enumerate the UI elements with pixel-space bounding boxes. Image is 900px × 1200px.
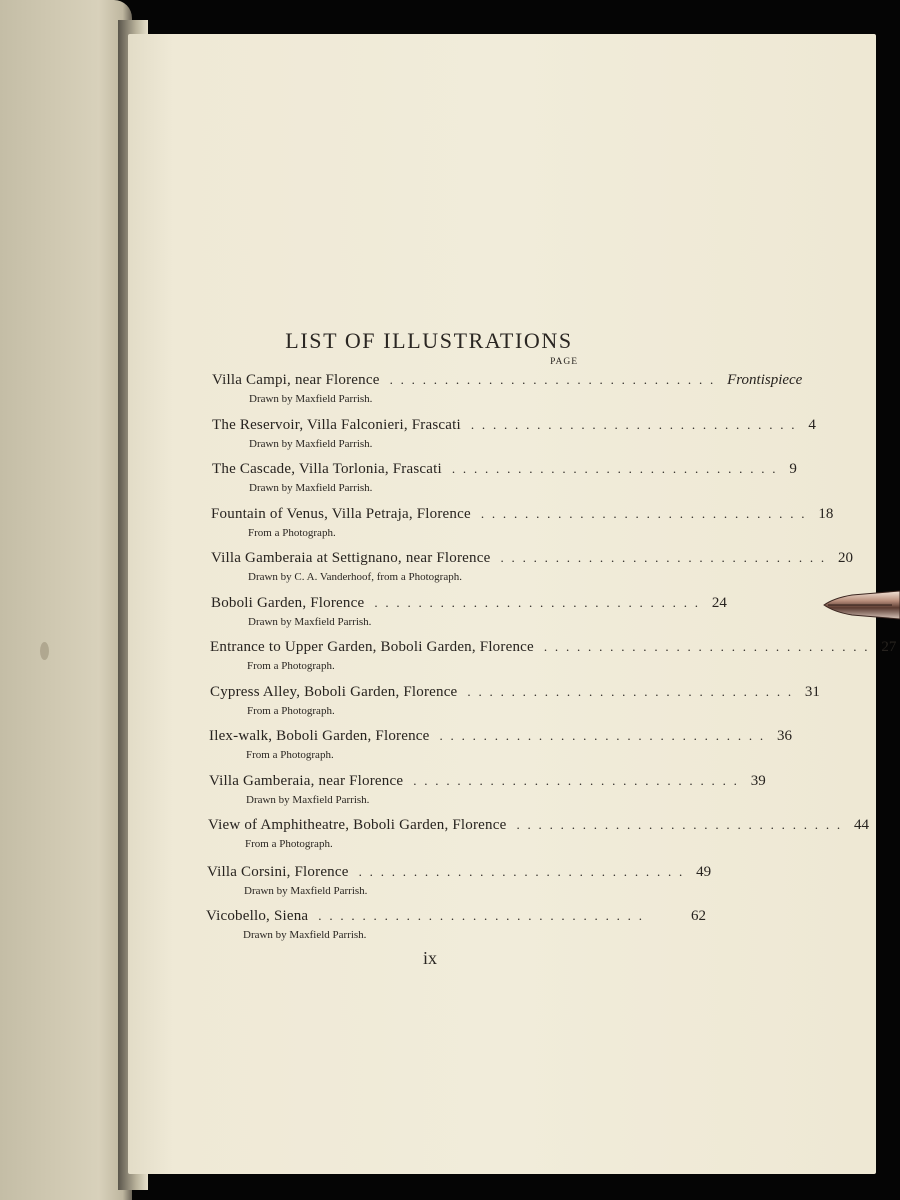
entry-page: 9 — [789, 461, 797, 477]
entry-credit: From a Photograph. — [248, 527, 336, 539]
entry-page: 49 — [696, 864, 712, 880]
entry-title: Ilex-walk, Boboli Garden, Florence — [209, 728, 430, 744]
entry-credit: From a Photograph. — [247, 660, 335, 672]
entry-title: Villa Gamberaia, near Florence — [209, 773, 404, 789]
list-item — [212, 461, 797, 505]
page-column-header: PAGE — [550, 357, 578, 367]
entry-title: Fountain of Venus, Villa Petraja, Florence — [211, 506, 471, 522]
list-item — [208, 817, 869, 861]
page-number: ix — [422, 948, 437, 968]
dot-leader: .............................. — [500, 550, 832, 565]
entry-title: Villa Corsini, Florence — [207, 864, 349, 880]
list-item — [209, 773, 766, 817]
entry-credit: From a Photograph. — [245, 838, 333, 850]
entry-title: Boboli Garden, Florence — [211, 595, 365, 611]
entry-page: 24 — [711, 595, 727, 611]
entry-page: 4 — [808, 417, 816, 433]
pen-tip-icon — [822, 585, 900, 625]
entry-title: View of Amphitheatre, Boboli Garden, Florence — [208, 817, 507, 833]
entry-credit: Drawn by C. A. Vanderhoof, from a Photograph. — [248, 571, 462, 583]
dot-leader: .............................. — [358, 864, 691, 879]
list-item — [212, 372, 803, 416]
entry-credit: From a Photograph. — [247, 705, 335, 717]
entry-title: Cypress Alley, Boboli Garden, Florence — [210, 684, 458, 700]
entry-title: Villa Gamberaia at Settignano, near Florence — [211, 550, 491, 566]
dot-leader: .............................. — [413, 773, 745, 788]
entry-credit: Drawn by Maxfield Parrish. — [249, 438, 373, 450]
entry-credit: Drawn by Maxfield Parrish. — [249, 482, 373, 494]
dot-leader: .............................. — [516, 817, 848, 832]
entry-title: The Reservoir, Villa Falconieri, Frascati — [212, 417, 461, 433]
list-item — [206, 908, 706, 952]
entry-page: 39 — [750, 773, 766, 789]
dot-leader: .............................. — [470, 417, 803, 432]
entry-page: 36 — [776, 728, 792, 744]
entry-credit: Drawn by Maxfield Parrish. — [249, 393, 373, 405]
page-stain — [40, 642, 49, 660]
list-item — [211, 595, 727, 639]
dot-leader: .............................. — [318, 908, 650, 923]
dot-leader: .............................. — [389, 372, 722, 387]
dot-leader: .............................. — [467, 684, 799, 699]
entry-credit: Drawn by Maxfield Parrish. — [243, 929, 367, 941]
dot-leader: .............................. — [543, 639, 876, 654]
dot-leader: .............................. — [451, 461, 784, 476]
entry-title: Villa Campi, near Florence — [212, 372, 380, 388]
entry-page: 18 — [818, 506, 834, 522]
entry-title: The Cascade, Villa Torlonia, Frascati — [212, 461, 442, 477]
entry-credit: From a Photograph. — [246, 749, 334, 761]
entry-page: 27 — [881, 639, 897, 655]
facing-page — [0, 0, 132, 1200]
entry-page: Frontispiece — [727, 372, 803, 388]
dot-leader: .............................. — [439, 728, 771, 743]
dot-leader: .............................. — [480, 506, 813, 521]
list-item — [210, 639, 897, 683]
list-item — [207, 864, 712, 908]
entry-page: 62 — [691, 908, 706, 924]
entry-page: 20 — [837, 550, 853, 566]
entry-credit: Drawn by Maxfield Parrish. — [244, 885, 368, 897]
list-item — [211, 550, 853, 594]
list-item — [209, 728, 792, 772]
list-item — [211, 506, 834, 550]
list-item — [212, 417, 816, 461]
entry-credit: Drawn by Maxfield Parrish. — [248, 616, 372, 628]
entry-title: Entrance to Upper Garden, Boboli Garden, Florence — [210, 639, 534, 655]
dot-leader: .............................. — [374, 595, 706, 610]
list-item — [210, 684, 820, 728]
entry-page: 31 — [804, 684, 820, 700]
page-title: LIST OF ILLUSTRATIONS — [285, 328, 573, 353]
entry-page: 44 — [853, 817, 869, 833]
entry-title: Vicobello, Siena — [206, 908, 309, 924]
entry-credit: Drawn by Maxfield Parrish. — [246, 794, 370, 806]
